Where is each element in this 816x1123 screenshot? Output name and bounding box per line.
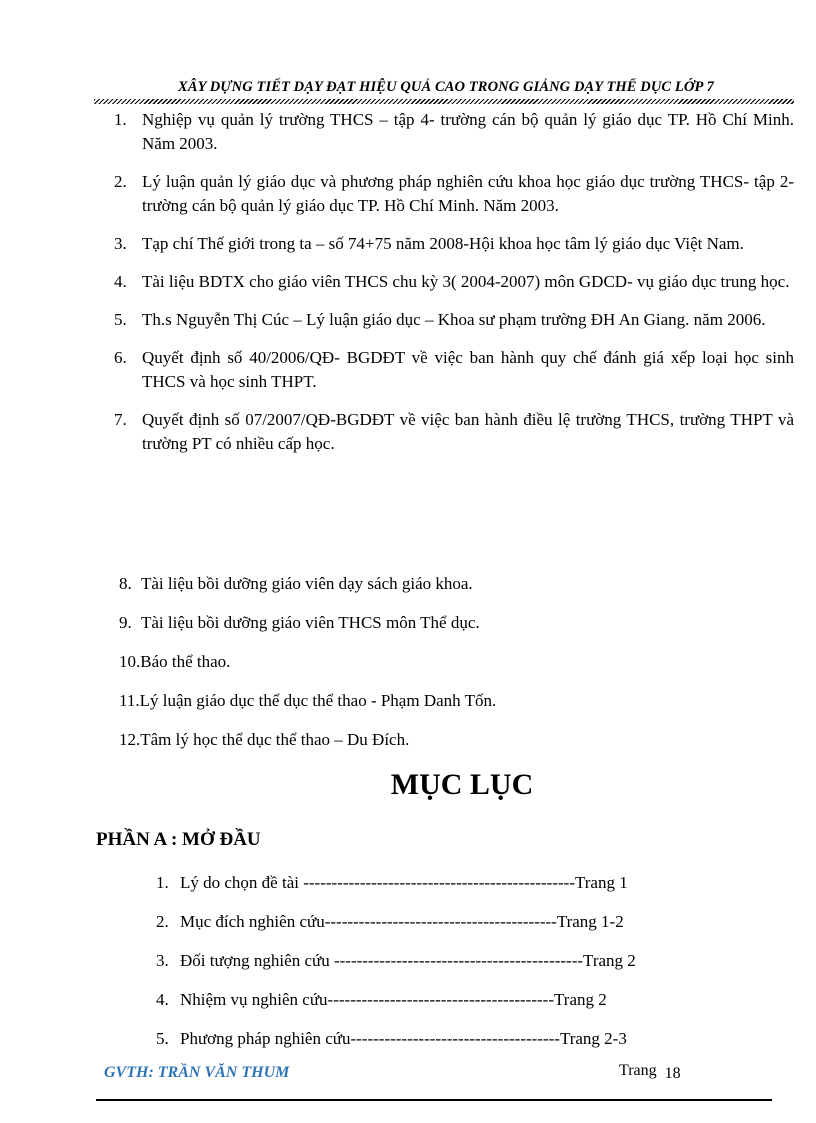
- toc-item: [156, 1026, 716, 1065]
- toc-item: [156, 909, 716, 948]
- reference-item: [114, 232, 794, 256]
- running-header: XÂY DỰNG TIẾT DẠY ĐẠT HIỆU QUẢ CAO TRONG GIẢNG DẠY THỂ DỤC LỚP 7: [178, 79, 714, 95]
- toc-title: MỤC LỤC: [390, 768, 534, 801]
- footer-author: GVTH: TRẦN VĂN THUM: [104, 1064, 290, 1081]
- reference-number: 12.: [119, 730, 141, 749]
- reference-text: Lý luận quản lý giáo dục và phương pháp nghiên cứu khoa học giáo dục trường THCS- tập 2- trường cán bộ quản lý giáo dục TP. Hồ Chí Minh. Năm 2003.: [142, 172, 794, 215]
- toc-item-number: 1.: [156, 873, 169, 892]
- reference-item: [114, 108, 794, 156]
- toc-item: [156, 987, 716, 1026]
- reference-number: 2.: [114, 172, 127, 191]
- reference-number: 4.: [114, 272, 127, 291]
- page-number-value: 18: [664, 1065, 681, 1082]
- reference-text: Tâm lý học thể dục thể thao – Du Đích.: [140, 730, 410, 749]
- page-number: [619, 1062, 681, 1080]
- toc-item-text: Phương pháp nghiên cứu-------------------------------------Trang 2-3: [180, 1029, 627, 1048]
- reference-text: Tạp chí Thế giới trong ta – số 74+75 năm 2008-Hội khoa học tâm lý giáo dục Việt Nam.: [142, 234, 744, 253]
- reference-number: 6.: [114, 348, 127, 367]
- toc-item-text: Nhiệm vụ nghiên cứu----------------------------------------Trang 2: [180, 990, 607, 1009]
- reference-number: 11.: [119, 691, 140, 710]
- toc-item: [156, 870, 716, 909]
- toc-item-text: Lý do chọn đề tài ------------------------------------------------Trang 1: [180, 873, 628, 892]
- reference-number: 9.: [119, 613, 132, 632]
- reference-item: [114, 308, 794, 332]
- footer-divider: [96, 1099, 772, 1101]
- reference-text: Báo thể thao.: [140, 652, 231, 671]
- reference-text: Tài liệu bồi dưỡng giáo viên THCS môn Thể dục.: [141, 613, 480, 632]
- toc-item-text: Đối tượng nghiên cứu --------------------------------------------Trang 2: [180, 951, 636, 970]
- toc-list: [156, 870, 716, 1065]
- toc-item-text: Mục đích nghiên cứu-----------------------------------------Trang 1-2: [180, 912, 624, 931]
- reference-item: [119, 650, 779, 689]
- reference-item: [114, 170, 794, 218]
- toc-item: [156, 948, 716, 987]
- reference-text: Quyết định số 07/2007/QĐ-BGDĐT về việc ban hành điều lệ trường THCS, trường THPT và trường PT có nhiều cấp học.: [142, 410, 794, 453]
- reference-item: [119, 689, 779, 728]
- reference-text: Nghiệp vụ quản lý trường THCS – tập 4- trường cán bộ quản lý giáo dục TP. Hồ Chí Minh. Năm 2003.: [142, 110, 794, 153]
- toc-item-number: 4.: [156, 990, 169, 1009]
- reference-text: Th.s Nguyễn Thị Cúc – Lý luận giáo dục – Khoa sư phạm trường ĐH An Giang. năm 2006.: [142, 310, 766, 329]
- reference-number: 7.: [114, 410, 127, 429]
- reference-item: [119, 728, 779, 767]
- toc-item-number: 2.: [156, 912, 169, 931]
- references-list: [114, 108, 794, 470]
- reference-text: Tài liệu BDTX cho giáo viên THCS chu kỳ 3( 2004-2007) môn GDCD- vụ giáo dục trung học.: [142, 272, 790, 291]
- header-divider: [94, 99, 794, 104]
- reference-item: [114, 346, 794, 394]
- toc-item-number: 5.: [156, 1029, 169, 1048]
- reference-item: [114, 270, 794, 294]
- page-label: Trang: [619, 1062, 657, 1079]
- reference-number: 8.: [119, 574, 132, 593]
- reference-item: [114, 408, 794, 456]
- reference-number: 3.: [114, 234, 127, 253]
- reference-text: Lý luận giáo dục thể dục thể thao - Phạm Danh Tốn.: [139, 691, 497, 710]
- toc-item-number: 3.: [156, 951, 169, 970]
- reference-text: Tài liệu bồi dưỡng giáo viên dạy sách giáo khoa.: [141, 574, 473, 593]
- references-list-continued: [119, 572, 779, 767]
- reference-number: 5.: [114, 310, 127, 329]
- part-heading: PHẦN A : MỞ ĐẦU: [96, 829, 261, 850]
- reference-item: [119, 611, 779, 650]
- reference-number: 10.: [119, 652, 141, 671]
- reference-item: [119, 572, 779, 611]
- reference-number: 1.: [114, 110, 127, 129]
- reference-text: Quyết định số 40/2006/QĐ- BGDĐT về việc ban hành quy chế đánh giá xếp loại học sinh THCS và học sinh THPT.: [142, 348, 794, 391]
